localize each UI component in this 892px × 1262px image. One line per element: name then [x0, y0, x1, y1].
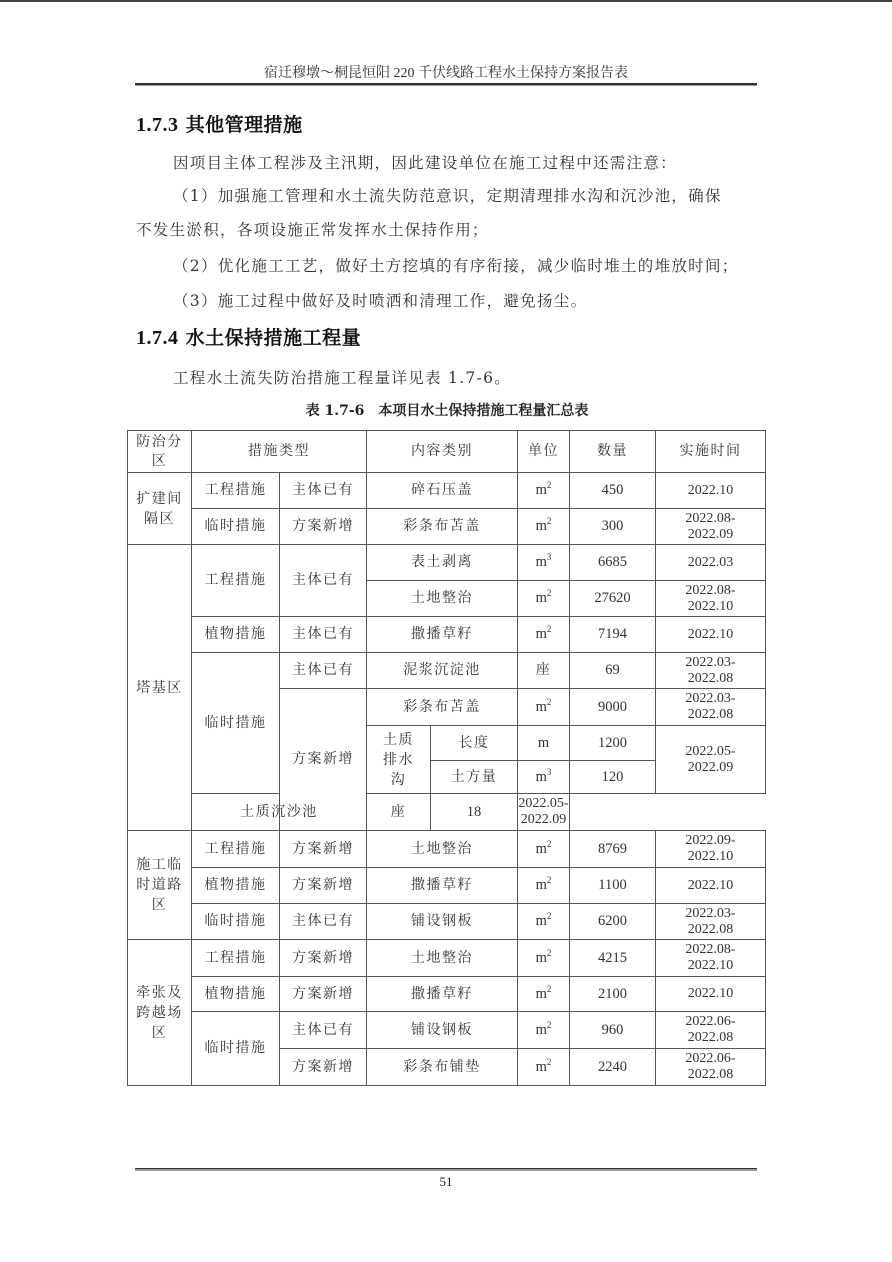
source-cell: 方案新增 — [280, 1049, 367, 1086]
section-heading-1-7-4 — [136, 323, 361, 350]
unit-cell — [518, 509, 570, 545]
content-cell: 彩条布铺垫 — [367, 1049, 518, 1086]
time-cell — [656, 689, 766, 726]
quantity-cell: 7194 — [570, 617, 656, 653]
content-cell: 彩条布苫盖 — [367, 689, 518, 726]
measure-type-cell: 植物措施 — [192, 977, 280, 1012]
unit-base: m — [535, 913, 547, 929]
time-cell — [656, 940, 766, 977]
unit-cell — [518, 726, 570, 761]
unit-cell — [518, 940, 570, 977]
time-end: 2022.08 — [687, 921, 734, 937]
time-cell — [656, 1049, 766, 1086]
unit-cell — [518, 545, 570, 581]
measures-table — [127, 430, 766, 1086]
time-end: 2022.09 — [687, 526, 734, 542]
paragraph: 工程水土流失防治措施工程量详见表 1.7-6。 — [173, 369, 512, 387]
time-start: 2022.03- — [685, 691, 736, 706]
measure-type-cell: 工程措施 — [192, 831, 280, 868]
time-end: 2022.08 — [687, 1030, 734, 1045]
quantity-cell: 450 — [570, 473, 656, 509]
time-end: 2022.09 — [687, 759, 734, 775]
table-row — [128, 509, 766, 545]
footer-rule — [135, 1168, 757, 1171]
zone-cell: 扩建间隔区 — [128, 473, 192, 545]
unit-exponent: 2 — [546, 1056, 552, 1067]
time-cell — [656, 1012, 766, 1049]
paragraph: 不发生淤积，各项设施正常发挥水土保持作用； — [136, 221, 489, 239]
time-cell — [518, 794, 570, 831]
table-row — [128, 868, 766, 904]
header-qty: 数量 — [570, 431, 656, 473]
unit-base: m — [535, 985, 547, 1002]
unit-cell — [518, 689, 570, 726]
source-cell: 主体已有 — [280, 545, 367, 617]
time-end: 2022.08 — [687, 1067, 734, 1082]
quantity-cell: 18 — [431, 794, 518, 831]
table-row — [128, 1012, 766, 1049]
zone-cell: 牵张及跨越场区 — [128, 940, 192, 1086]
running-header: 宿迁穆墩～桐昆恒阳 220 千伏线路工程水土保持方案报告表 — [264, 66, 628, 81]
time-cell — [656, 509, 766, 545]
scan-top-edge — [0, 0, 892, 2]
unit-exponent: 2 — [546, 838, 552, 849]
section-number: 1.7.3 — [136, 114, 179, 136]
quantity-cell: 6200 — [570, 904, 656, 940]
quantity-cell: 69 — [570, 653, 656, 689]
paragraph: （3）施工过程中做好及时喷洒和清理工作，避免扬尘。 — [173, 292, 588, 310]
content-cell: 撒播草籽 — [367, 617, 518, 653]
quantity-cell: 8769 — [570, 831, 656, 868]
paragraph: 因项目主体工程涉及主汛期，因此建设单位在施工过程中还需注意： — [173, 154, 678, 172]
time-cell — [656, 726, 766, 794]
unit-base: m — [535, 1021, 547, 1038]
quantity-cell: 6685 — [570, 545, 656, 581]
time-cell: 2022.10 — [656, 868, 766, 904]
content-cell: 撒播草籽 — [367, 977, 518, 1012]
time-end: 2022.09 — [520, 812, 567, 827]
unit-exponent: 2 — [546, 875, 552, 886]
table-header-row — [128, 431, 766, 473]
quantity-cell: 300 — [570, 509, 656, 545]
table-row — [128, 473, 766, 509]
unit-base: m — [535, 877, 547, 893]
quantity-cell: 4215 — [570, 940, 656, 977]
unit-cell — [518, 1049, 570, 1086]
paragraph: （1）加强施工管理和水土流失防范意识，定期清理排水沟和沉沙池，确保 — [173, 187, 722, 205]
table-row — [128, 653, 766, 689]
unit-exponent: 2 — [546, 480, 552, 491]
header-time: 实施时间 — [656, 431, 766, 473]
quantity-cell: 120 — [570, 761, 656, 794]
table-row — [128, 831, 766, 868]
source-cell: 主体已有 — [280, 904, 367, 940]
content-cell: 碎石压盖 — [367, 473, 518, 509]
content-cell: 表土剥离 — [367, 545, 518, 581]
unit-base: m — [535, 482, 547, 498]
source-cell: 主体已有 — [280, 617, 367, 653]
time-end: 2022.10 — [687, 598, 734, 614]
quantity-cell: 9000 — [570, 689, 656, 726]
unit-exponent: 2 — [546, 516, 552, 527]
quantity-cell: 1100 — [570, 868, 656, 904]
measure-type-cell: 临时措施 — [192, 1012, 280, 1086]
unit-exponent: 2 — [546, 911, 552, 922]
content-cell: 土质沉沙池 — [192, 794, 367, 831]
content-cell: 土质排水沟 — [367, 726, 431, 794]
unit-base: m — [535, 626, 547, 642]
measure-type-cell: 临时措施 — [192, 653, 280, 794]
header-content: 内容类别 — [367, 431, 518, 473]
unit-cell — [518, 904, 570, 940]
zone-cell: 施工临时道路区 — [128, 831, 192, 940]
unit-exponent: 2 — [546, 1019, 552, 1030]
time-cell: 2022.10 — [656, 473, 766, 509]
content-cell: 土地整治 — [367, 831, 518, 868]
time-start: 2022.03- — [685, 905, 736, 921]
time-start: 2022.08- — [685, 582, 736, 598]
sub-content-cell: 长度 — [431, 726, 518, 761]
content-cell: 彩条布苫盖 — [367, 509, 518, 545]
measure-type-cell: 工程措施 — [192, 473, 280, 509]
time-start: 2022.06- — [685, 1014, 736, 1029]
content-cell: 土地整治 — [367, 581, 518, 617]
measure-type-cell: 植物措施 — [192, 617, 280, 653]
unit-base: m — [535, 698, 547, 715]
source-cell: 方案新增 — [280, 689, 367, 831]
unit-base: m — [535, 949, 547, 966]
measure-type-cell: 临时措施 — [192, 904, 280, 940]
unit-base: m — [535, 768, 547, 785]
unit-base: m — [535, 590, 547, 606]
unit-base: m — [535, 554, 547, 570]
unit-base: m — [535, 518, 547, 534]
unit-exponent: 2 — [546, 624, 552, 635]
unit-base: m — [537, 734, 550, 751]
section-heading-1-7-3 — [136, 110, 303, 137]
time-start: 2022.05- — [518, 796, 569, 811]
unit-cell — [518, 761, 570, 794]
section-title: 其他管理措施 — [185, 114, 303, 136]
paragraph: （2）优化施工工艺，做好土方挖填的有序衔接，减少临时堆土的堆放时间； — [173, 257, 739, 275]
unit-cell — [367, 794, 431, 831]
unit-cell — [518, 473, 570, 509]
table-row — [128, 794, 766, 831]
time-start: 2022.08- — [685, 942, 736, 957]
time-cell — [656, 904, 766, 940]
unit-base: m — [535, 1058, 547, 1075]
source-cell: 方案新增 — [280, 509, 367, 545]
content-cell: 铺设钢板 — [367, 904, 518, 940]
time-start: 2022.05- — [685, 743, 736, 759]
unit-cell — [518, 1012, 570, 1049]
header-zone: 防治分区 — [128, 431, 192, 473]
header-unit: 单位 — [518, 431, 570, 473]
unit-base: 座 — [390, 803, 407, 820]
time-start: 2022.03- — [685, 654, 736, 670]
measure-type-cell: 植物措施 — [192, 868, 280, 904]
quantity-cell: 27620 — [570, 581, 656, 617]
content-cell: 撒播草籽 — [367, 868, 518, 904]
source-cell: 方案新增 — [280, 940, 367, 977]
time-end: 2022.08 — [687, 707, 734, 722]
unit-exponent: 3 — [546, 766, 552, 777]
unit-base: m — [535, 840, 547, 857]
section-title: 水土保持措施工程量 — [185, 327, 362, 349]
quantity-cell: 2240 — [570, 1049, 656, 1086]
page-number: 51 — [439, 1174, 453, 1189]
unit-cell — [518, 653, 570, 689]
time-end: 2022.10 — [687, 958, 734, 973]
unit-cell — [518, 831, 570, 868]
unit-exponent: 2 — [546, 588, 552, 599]
quantity-cell: 960 — [570, 1012, 656, 1049]
unit-base: 座 — [535, 662, 552, 678]
unit-cell — [518, 868, 570, 904]
quantity-cell: 2100 — [570, 977, 656, 1012]
content-cell: 铺设钢板 — [367, 1012, 518, 1049]
measure-type-cell: 工程措施 — [192, 940, 280, 977]
zone-cell: 塔基区 — [128, 545, 192, 831]
unit-exponent: 2 — [546, 947, 552, 958]
time-cell — [656, 653, 766, 689]
table-row — [128, 977, 766, 1012]
table-row — [128, 904, 766, 940]
header-type: 措施类型 — [192, 431, 367, 473]
table-row — [128, 545, 766, 581]
source-cell: 方案新增 — [280, 868, 367, 904]
time-start: 2022.08- — [685, 510, 736, 526]
content-cell: 土地整治 — [367, 940, 518, 977]
time-cell: 2022.10 — [656, 617, 766, 653]
content-cell: 泥浆沉淀池 — [367, 653, 518, 689]
measure-type-cell: 工程措施 — [192, 545, 280, 617]
header-rule — [135, 83, 757, 86]
source-cell: 方案新增 — [280, 831, 367, 868]
time-cell — [656, 831, 766, 868]
source-cell: 主体已有 — [280, 653, 367, 689]
source-cell: 主体已有 — [280, 1012, 367, 1049]
time-end: 2022.08 — [687, 670, 734, 686]
unit-cell — [518, 581, 570, 617]
unit-exponent: 2 — [546, 983, 552, 994]
time-cell — [656, 581, 766, 617]
table-row — [128, 940, 766, 977]
source-cell: 方案新增 — [280, 977, 367, 1012]
unit-cell — [518, 977, 570, 1012]
unit-exponent: 2 — [546, 696, 552, 707]
table-row — [128, 617, 766, 653]
time-end: 2022.10 — [687, 849, 734, 864]
time-start: 2022.06- — [685, 1051, 736, 1066]
unit-cell — [518, 617, 570, 653]
section-number: 1.7.4 — [136, 327, 179, 349]
time-cell: 2022.10 — [656, 977, 766, 1012]
measure-type-cell: 临时措施 — [192, 509, 280, 545]
source-cell: 主体已有 — [280, 473, 367, 509]
table-caption: 表 1.7-6 本项目水土保持措施工程量汇总表 — [305, 403, 589, 419]
sub-content-cell: 土方量 — [431, 761, 518, 794]
quantity-cell: 1200 — [570, 726, 656, 761]
time-cell: 2022.03 — [656, 545, 766, 581]
time-start: 2022.09- — [685, 833, 736, 848]
unit-exponent: 3 — [546, 552, 552, 563]
